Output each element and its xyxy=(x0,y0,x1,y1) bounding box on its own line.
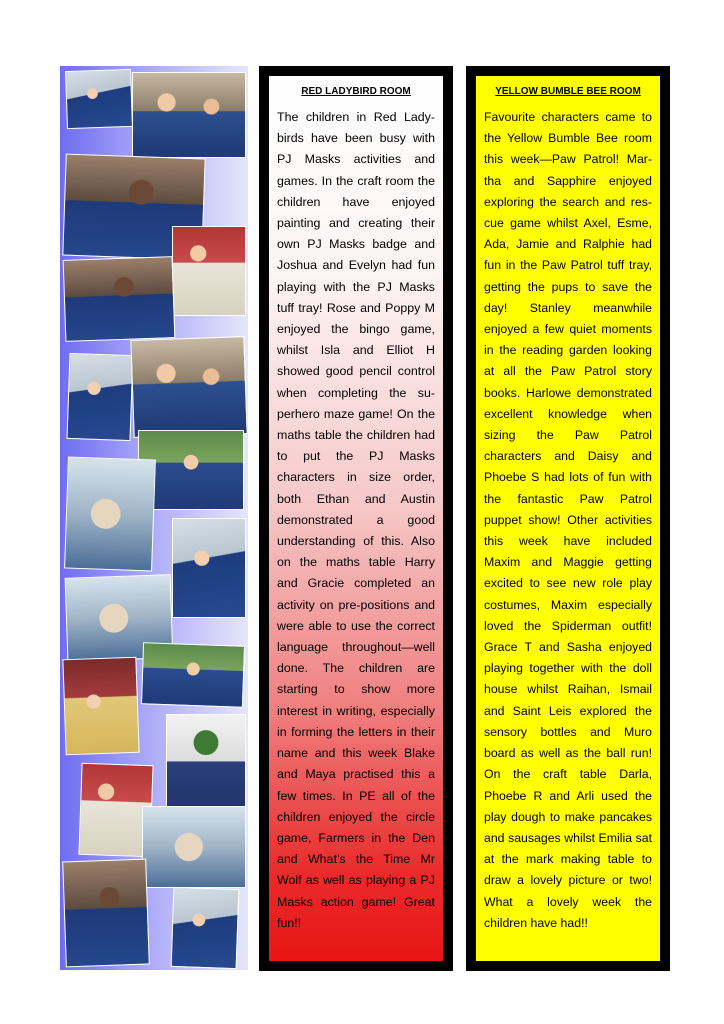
yellow-bumble-bee-panel-content xyxy=(476,76,660,961)
yellow-bumble-bee-body: Favourite characters came to the Yellow Bumble Bee room this week—Paw Patrol! Martha and Sapphire enjoyed exploring the search and rescue game whilst Axel, Esme, Ada, Jamie and Ralphie had fun in the Paw Patrol tuff tray, getting the pups to save the day! Stanley meanwhile enjoyed a few quiet moments in the reading garden looking at all the Paw Patrol story books. Harlowe demonstrated excellent knowledge when sizing the Paw Patrol characters and Daisy and Phoebe S had lots of fun with the fantastic Paw Patrol puppet show! Other activities this week have included Maxim and Maggie getting excited to see new role play costumes, Maxim especially loved the Spiderman outfit! Grace T and Sasha enjoyed playing together with the doll house whilst Raihan, Ismail and Saint Leis explored the sensory bottles and Muro board as well as the ball run! On the craft table Darla, Phoebe R and Arli used the play dough to make pancakes and sausages whilst Emilia sat at the mark making table to draw a lovely picture or two! What a lovely week the children have had!! xyxy=(484,110,652,930)
photo-child-with-drawing xyxy=(142,806,246,888)
photo-dollhouse-play xyxy=(62,859,150,968)
photo-painting-activity xyxy=(172,226,246,316)
photo-children-at-tuff-tray xyxy=(130,336,247,438)
photo-puppet-show xyxy=(166,714,246,808)
red-ladybird-title: RED LADYBIRD ROOM xyxy=(301,86,411,97)
photo-child-drawing xyxy=(67,353,134,441)
red-ladybird-panel-content xyxy=(269,76,443,961)
photo-child-in-costume xyxy=(62,657,139,756)
photo-mark-making xyxy=(171,887,240,969)
red-ladybird-body: The children in Red Ladybirds have been busy with PJ Masks activities and games. In the craft room the children have enjoyed painting and creating their own PJ Masks badge and Joshua and Evelyn had fun playing with the PJ Masks tuff tray! Rose and Poppy M enjoyed the bingo game, whilst Isla and Elliot H showed good pencil control when completing the superhero maze game! On the maths table the children had to put the PJ Masks characters in size order, both Ethan and Austin demonstrated a good understanding of this. Also on the maths table Harry and Gracie completed an activity on pre-positions and were able to use the correct language throughout—well done. The children are starting to show more interest in writing, especially in forming the letters in their name and this week Blake and Maya practised this a few times. In PE all of the children enjoyed the circle game, Farmers in the Den and What’s the Time Mr Wolf as well as playing a PJ Masks action game! Great fun!! xyxy=(277,110,435,930)
yellow-bumble-bee-panel xyxy=(466,66,670,971)
photo-bingo-game xyxy=(141,642,245,708)
photo-children-at-table xyxy=(65,69,133,129)
yellow-bumble-bee-title: YELLOW BUMBLE BEE ROOM xyxy=(495,86,641,97)
red-ladybird-panel xyxy=(259,66,453,971)
photo-classroom-group xyxy=(132,72,246,158)
photo-child-with-card xyxy=(172,518,246,618)
photo-collage-strip xyxy=(60,66,248,970)
photo-train-track xyxy=(64,456,156,571)
photo-smiling-child xyxy=(63,256,176,342)
